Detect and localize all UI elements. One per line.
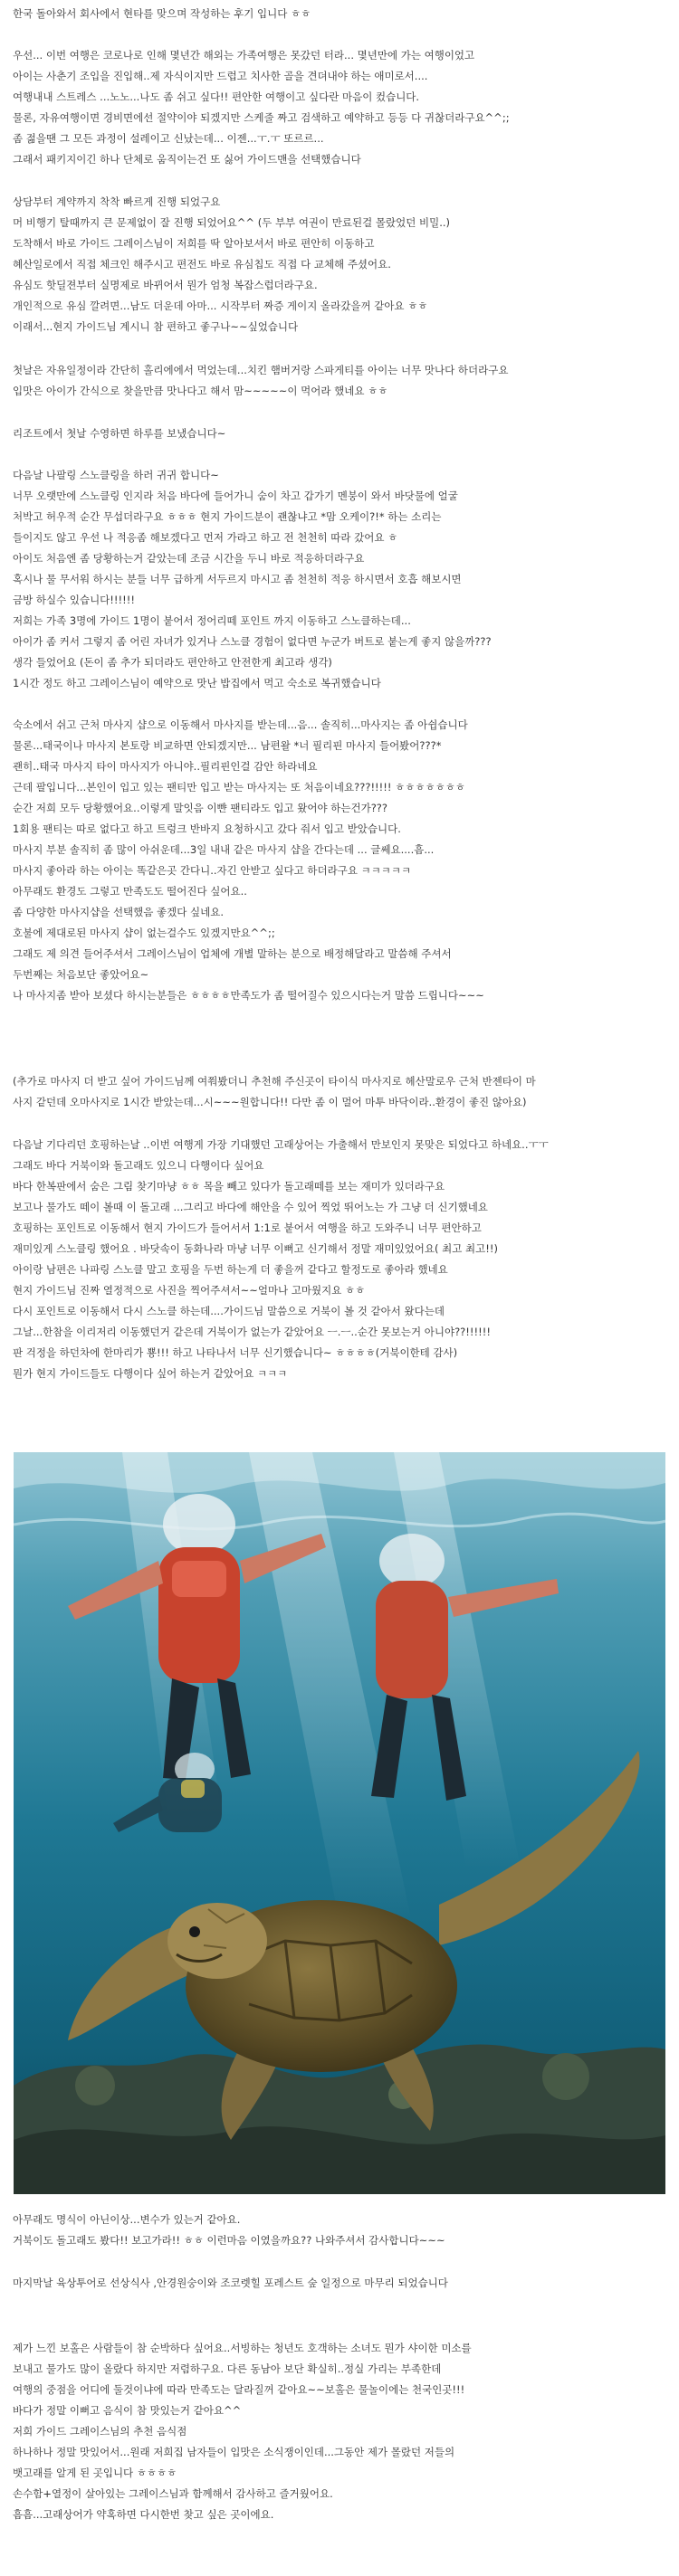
paragraph-last-day [13,2273,666,2294]
text-line: 첫날은 자유일정이라 간단히 홀리에에서 먹었는데...치킨 햄버거랑 스파게티를 아이는 너무 맛나다 하더라구요 [13,364,509,376]
text-line: 손수함+열정이 살아있는 그레이스님과 함께해서 감사하고 즐거웠어요. [13,2487,333,2500]
text-line: 나 마사지좀 받아 보셨다 하시는분들은 ㅎㅎㅎㅎ만족도가 좀 떨어질수 있으시다는거 말씀 드립니다~~~ [13,989,484,1002]
text-line: 사지 같던데 오마사지로 1시간 받았는데...시~~~원합니다!! 다만 좀 이 멀어 마투 바닥이라..환경이 좋진 않아요) [13,1096,527,1108]
text-line: 근데 팔입니다...본인이 입고 있는 팬티만 입고 받는 마사지는 또 처음이네요???!!!!! ㅎㅎㅎㅎㅎㅎㅎ [13,781,465,794]
paragraph-resort [13,423,666,444]
text-line: 제가 느낀 보홀은 사람들이 참 순박하다 싶어요..서빙하는 청년도 호객하는 소녀도 뭔가 샤이한 미소를 [13,2342,472,2354]
text-line: 금방 하실수 있습니다!!!!!! [13,594,135,606]
text-line: 다음날 나팔링 스노클링을 하러 귀귀 합니다~ [13,469,219,481]
text-line: 아무래도 명식이 아닌이상...변수가 있는거 같아요. [13,2213,241,2226]
text-line: 보내고 물가도 많이 올랐다 하지만 저렴하구요. 다른 동남아 보단 확실히..정실 가리는 부족한데 [13,2362,442,2375]
text-line: 호불에 제대로된 마사지 샵이 없는걸수도 있겠지만요^^;; [13,927,275,939]
text-line: 호핑하는 포인트로 이동해서 현지 가이드가 들어서서 1:1로 붙어서 여행을 하고 도와주니 너무 편안하고 [13,1221,482,1234]
text-line: 혜산일로에서 직접 체크인 해주시고 편전도 바로 유심칩도 직접 다 교체해 주셨어요. [13,258,391,271]
text-line: 저희 가이드 그레이스님의 추천 음식점 [13,2425,187,2438]
text-line: 개인적으로 유심 깔려면...남도 더운데 아마... 시작부터 짜증 게이지 올라갔을꺼 같아요 ㅎㅎ [13,299,428,312]
text-line: 좀 젊을땐 그 모든 과정이 설레이고 신났는데... 이젠...ㅜ.ㅜ 또르르... [13,132,324,145]
text-line: 머 비행기 탈때까지 큰 문제없이 잘 진행 되었어요^^ (두 부부 여권이 만료된걸 몰랐었던 비밀..) [13,216,450,229]
text-line: 우선... 이번 여행은 코로나로 인해 몇년간 해외는 가족여행은 못갔던 터라... 몇년만에 가는 여행이었고 [13,49,475,62]
text-line: 상담부터 계약까지 착착 빠르게 진행 되었구요 [13,195,221,208]
paragraph-hopping [13,1135,666,1384]
text-line: 두번째는 처음보단 좋았어요~ [13,968,149,981]
text-line: 유심도 핫딜젼부터 실명제로 바뀌어서 뭔가 엄청 복잡스럽더라구요. [13,279,318,291]
text-line: 그날...한참을 이리저리 이동했던거 같은데 거북이가 없는가 같았어요 ㅡ.ㅡ..순간 못보는거 아니야??!!!!!! [13,1326,491,1338]
text-line: 아무래도 환경도 그렇고 만족도도 떨어진다 싶어요.. [13,885,247,898]
text-line: 아이가 좀 커서 그렇지 좀 어린 자녀가 있거나 스노클 경험이 없다면 누군가 버트로 붙는게 좋지 않을까??? [13,635,492,648]
text-line: 여행내내 스트레스 ...노노...나도 좀 쉬고 싶다!! 편안한 여행이고 싶다란 마음이 컸습니다. [13,90,420,103]
text-line: 아이는 사춘기 조입을 진입해..제 자식이지만 드럽고 치사한 골을 견뎌내야 하는 애미로서.... [13,70,428,82]
text-line: 현지 가이드님 진짜 열정적으로 사진을 찍어주셔서~~얼마나 고마웠지요 ㅎㅎ [13,1284,366,1297]
text-line: 물론, 자유여행이면 경비면에선 절약이야 되겠지만 스케줄 짜고 검색하고 예약하고 등등 다 귀찮더라구요^^;; [13,111,510,124]
text-line: 마지막날 육상투어로 선상식사 ,안경원숭이와 조코렛힐 포레스트 숲 일정으로 마무리 되었습니다 [13,2277,448,2289]
paragraph-conclusion [13,2338,666,2525]
paragraph-thai-massage [13,1071,666,1113]
paragraph-massage [13,715,666,1006]
text-line: 다시 포인트로 이동해서 다시 스노클 하는데....가이드님 말씀으로 거북이 볼 것 같아서 왔다는데 [13,1305,445,1317]
text-line: 거북이도 돌고래도 봤다!! 보고가라!! ㅎㅎ 이런마음 이였을까요?? 나와주셔서 감사합니다~~~ [13,2234,445,2247]
sea-turtle-photo [14,1452,665,2194]
text-line: 한국 돌아와서 회사에서 현타를 맞으며 작성하는 후기 입니다 ㅎㅎ [13,7,311,20]
text-line: 좀 다양한 마사지샵을 선택했음 좋겠다 싶네요. [13,906,225,918]
paragraph-snorkeling [13,465,666,694]
text-line: 물론...태국이나 마사지 본토랑 비교하면 안되겠지만... 남편왈 *너 필리핀 마사지 들어봤어???* [13,739,442,752]
text-line: 생각 들었어요 (돈이 좀 추가 되더라도 편안하고 안전한게 최고라 생각) [13,656,332,669]
text-line: 이래서...현지 가이드님 계시니 참 편하고 좋구나~~싶었습니다 [13,320,299,333]
text-line: 너무 오랫만에 스노클링 인지라 처음 바다에 들어가니 숨이 차고 갑가기 멘붕이 와서 바닷물에 얼굴 [13,490,458,502]
text-line: 뱃고래를 알게 된 곳입니다 ㅎㅎㅎㅎ [13,2467,177,2479]
text-line: 아이도 처음엔 좀 당황하는거 같았는데 조금 시간을 두니 바로 적응하더라구요 [13,552,365,565]
text-line: 그래도 제 의견 들어주셔서 그레이스님이 업체에 개별 말하는 분으로 배정해달라고 말씀해 주셔서 [13,947,452,960]
text-line: 흠흠...고래상어가 약혹하면 다시한번 찾고 싶은 곳이에요. [13,2508,274,2521]
text-line: 바다 한복판에서 숨은 그림 찾기마냥 ㅎㅎ 목을 빼고 있다가 돌고래떼를 보는 재미가 있더라구요 [13,1180,445,1193]
text-line: 숙소에서 쉬고 근처 마사지 샵으로 이동해서 마사지를 받는데...음... 솔직히...마사지는 좀 아쉽습니다 [13,718,468,731]
text-line: 바다가 정말 이뻐고 음식이 참 맛있는거 같아요^^ [13,2404,242,2417]
paragraph-background [13,45,666,170]
text-line: 1시간 정도 하고 그레이스님이 예약으로 맛난 밥집에서 먹고 숙소로 복귀했습니다 [13,677,381,689]
text-line: 마사지 좋아라 하는 아이는 똑같은곳 간다니..자긴 안받고 싶다고 하더라구요 ㅋㅋㅋㅋㅋ [13,864,412,877]
text-line: 리조트에서 첫날 수영하면 하루를 보냈습니다~ [13,427,226,440]
text-line: 괜히..태국 마사지 타이 마사지가 아니야..필리핀인걸 감안 하라네요 [13,760,318,773]
paragraph-arrival [13,192,666,337]
text-line: 보고나 물가도 떼이 볼때 이 돌고래 ...그리고 바다에 해안을 수 있어 찍었 뛰어노는 가 그냥 더 신기했네요 [13,1201,488,1213]
text-line: 재미있게 스노클링 했어요 . 바닷속이 동화나라 마냥 너무 이뻐고 신기해서 정말 재미있었어요( 최고 최고!!) [13,1242,498,1255]
text-line: 저희는 가족 3명에 가이드 1명이 붙어서 정어리떼 포인트 까지 이동하고 스노클하는데... [13,614,411,627]
text-line: 그래서 패키지이긴 하나 단체로 움직이는건 또 싫어 가이드맨을 선택했습니다 [13,153,361,166]
paragraph-first-meal [13,360,666,402]
text-line: 판 걱정을 하던차에 한마리가 뿅!!! 하고 나타나서 너무 신기했습니다~ ㅎㅎㅎㅎ(거북이한테 감사) [13,1346,458,1359]
text-line: 순간 저희 모두 당황했어요..이렇게 말잇음 이뺜 팬티라도 입고 왔어야 하는건가??? [13,802,388,814]
paragraph-luck [13,2210,666,2251]
text-line: 혹시나 물 무서워 하시는 분들 너무 급하게 서두르지 마시고 좀 천천히 적응 하시면서 호흡 해보시면 [13,573,462,585]
text-line: 아이랑 남편은 나파링 스노클 말고 호핑을 두번 하는게 더 좋을꺼 같다고 할정도로 좋아라 했네요 [13,1263,448,1276]
intro-paragraph [13,4,666,24]
text-line: 들이지도 않고 우선 나 적응좀 해보겠다고 먼저 가라고 하고 전 천천히 따라 갔어요 ㅎ [13,531,398,544]
text-line: 처박고 허우적 순간 무섭더라구요 ㅎㅎㅎ 현지 가이드분이 괜찮냐고 *맘 오케이?!* 하는 소리는 [13,510,442,523]
text-line: 그래도 바다 거북이와 돌고래도 있으니 다행이다 싶어요 [13,1159,264,1172]
text-line: 뭔가 현지 가이드들도 다행이다 싶어 하는거 같았어요 ㅋㅋㅋ [13,1367,288,1380]
text-line: (추가로 마사지 더 받고 싶어 가이드님께 여쭤봤더니 추천해 주신곳이 타이식 마사지로 헤산말로우 근처 반젠타이 마 [13,1075,536,1088]
text-line: 마사지 부분 솔직히 좀 많이 아쉬운데...3일 내내 같은 마사지 샵을 간다는데 ... 글쎄요....흠... [13,843,435,856]
text-line: 다음날 기다리던 호핑하는날 ..이번 여행게 가장 기대했던 고래상어는 가출해서 만보인지 못맞은 되었다고 하네요..ㅜㅜ [13,1138,549,1151]
text-line: 하나하나 정말 맛있어서...원래 저희집 남자들이 입맛은 소식쟁이인데...그동안 제가 몰랐던 저들의 [13,2446,455,2458]
text-line: 도착해서 바로 가이드 그레이스님이 저희를 딱 알아보셔서 바로 편안히 이동하고 [13,237,375,250]
sea-turtle-underwater-photo [14,1452,665,2194]
text-line: 여행의 중점을 어디에 둘것이냐에 따라 만족도는 달라질꺼 같아요~~보홀은 물놀이에는 천국인곳!!! [13,2383,465,2396]
text-line: 입맛은 아이가 간식으로 찾을만큼 맛나다고 해서 맘~~~~~이 먹어라 했네요 ㅎㅎ [13,385,388,397]
text-line: 1회용 팬티는 따로 없다고 하고 트렁크 반바지 요청하시고 갔다 줘서 입고 받았습니다. [13,822,401,835]
